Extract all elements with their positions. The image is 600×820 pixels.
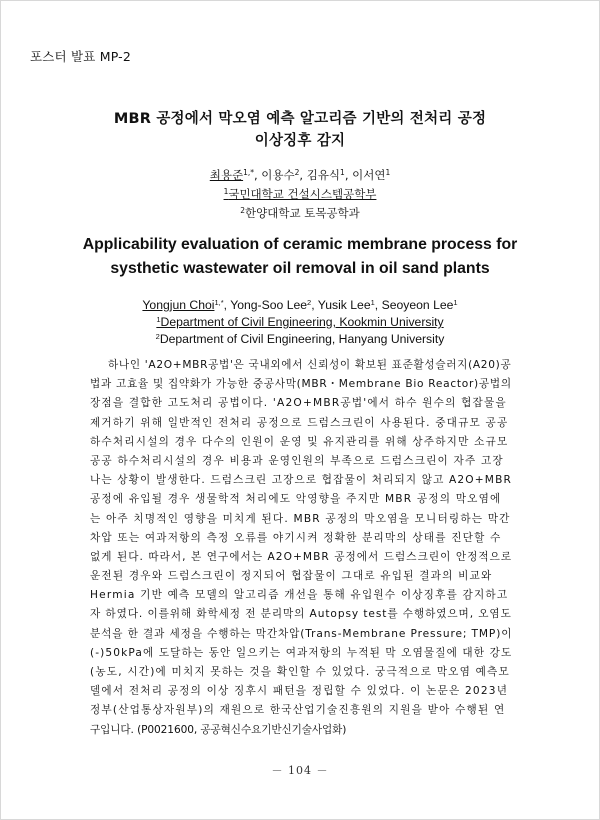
affiliation-marker: 2: [240, 206, 246, 215]
korean-author-block: [40, 166, 560, 223]
abstract-line: 자 하였다. 이를위해 화학세정 전 분리막의 Autopsy test를 수행하였으며, 오염도: [90, 608, 512, 621]
korean-affiliation-1: [40, 185, 560, 204]
english-author-2-sup: 2: [307, 298, 312, 307]
abstract-line: 공정에 유입될 경우 생물학적 처리에도 악영향을 주지만 MBR 공정의 막오염에: [90, 493, 502, 506]
english-author-3-sup: 1: [370, 298, 375, 307]
korean-author-4: 이서연: [352, 168, 386, 182]
english-author-3: Yusik Lee: [317, 298, 371, 312]
affiliation-marker: 1: [156, 315, 161, 324]
abstract-line: 법과 고효율 및 집약화가 가능한 중공사막(MBR・Membrane Bio Reactor)공법의: [90, 378, 512, 391]
english-title-line-2: systhetic wastewater oil removal in oil sand plants: [110, 260, 490, 277]
abstract-line: 없게 된다. 따라서, 본 연구에서는 A2O+MBR 공정에서 드럼스크린이 안정적으로: [90, 550, 513, 563]
korean-author-2-sup: 2: [294, 168, 300, 177]
korean-affiliation-2: [40, 204, 560, 223]
page-number: － 104 －: [271, 764, 329, 777]
abstract-line: Hermia 기반 예측 모델의 알고리즘 개선을 통해 유입원수 이상징후를 감지하고: [90, 589, 509, 602]
english-author-1: Yongjun Choi: [142, 298, 215, 312]
english-author-list: [40, 297, 560, 314]
abstract-line: 델에서 전처리 공정의 이상 징후시 패턴을 정립할 수 있었다. 이 논문은 2023년: [90, 685, 509, 698]
korean-title: [40, 108, 560, 152]
english-author-block: [40, 297, 560, 348]
korean-affiliation-1-text: 국민대학교 건설시스템공학부: [228, 187, 377, 201]
korean-author-2: 이용수: [261, 168, 295, 182]
abstract-line: 공공 하수처리시설의 경우 비용과 운영인원의 부족으로 드럼스크린이 자주 고장: [90, 454, 504, 467]
abstract-line: 나는 상황이 발생한다. 드럼스크린 고장으로 협잡물이 처리되지 않고 A2O+MBR: [90, 474, 512, 487]
author-separator: ,: [223, 298, 231, 312]
english-author-1-sup: 1,*: [214, 298, 224, 307]
korean-affiliation-2-text: 한양대학교 토목공학과: [245, 206, 360, 220]
author-separator: ,: [344, 168, 353, 182]
english-affiliation-2: [40, 331, 560, 348]
abstract-line: (농도, 시간)에 미치지 못하는 것을 확인할 수 있었다. 궁극적으로 막오염 예측모: [90, 666, 510, 678]
abstract-line: 정부(산업통상자원부)의 재원으로 한국산업기술진흥원의 지원을 받아 수행된 연: [90, 704, 506, 717]
english-author-4-sup: 1: [453, 298, 458, 307]
abstract-body: [90, 356, 511, 740]
korean-author-3-sup: 1: [340, 168, 345, 177]
korean-author-1-sup: 1,*: [243, 168, 254, 177]
author-separator: ,: [311, 298, 318, 312]
korean-title-line-1: MBR 공정에서 막오염 예측 알고리즘 기반의 전처리 공정: [113, 111, 487, 127]
author-separator: ,: [299, 168, 307, 182]
abstract-line: 분석을 한 결과 세정을 수행하는 막간차압(Trans-Membrane Pressure; TMP)이: [90, 627, 513, 640]
affiliation-marker: 2: [155, 332, 160, 341]
abstract-line: 구입니다. (P0021600, 공공혁신수요기반신기술사업화): [90, 723, 347, 736]
korean-author-1: 최용준: [209, 168, 244, 182]
english-author-4: Seoyeon Lee: [381, 298, 454, 312]
abstract-line: 하수처리시설의 경우 다수의 인원이 운영 및 유지관리를 위해 상주하지만 소규모: [90, 435, 509, 448]
english-affiliation-2-text: Department of Civil Engineering, Hanyang University: [159, 332, 445, 346]
abstract-line: 는 아주 치명적인 영향을 미치게 된다. MBR 공정의 막오염을 모니터링하는 막간: [90, 512, 511, 525]
abstract-line: 운전된 경우와 드럼스크린이 정지되어 협잡물이 그대로 유입된 결과의 비교와: [90, 570, 493, 583]
english-author-2: Yong-Soo Lee: [230, 298, 308, 312]
english-affiliation-1-text: Department of Civil Engineering, Kookmin University: [160, 315, 444, 329]
korean-author-list: [40, 166, 560, 185]
korean-author-4-sup: 1: [385, 168, 391, 177]
english-title: [40, 233, 560, 281]
english-title-line-1: Applicability evaluation of ceramic membrane process for: [82, 236, 518, 253]
author-separator: ,: [374, 298, 382, 312]
english-affiliation-1: [40, 314, 560, 331]
abstract-line: 차압 또는 여과저항의 측정 오류를 야기시켜 정확한 분리막의 상태를 진단할 수: [90, 531, 502, 544]
abstract-line: 장점을 결합한 고도처리 공법이다. 'A2O+MBR공법'에서 하수 원수의 협잡물을: [90, 397, 507, 410]
abstract-line: 하나인 'A2O+MBR공법'은 국내외에서 신뢰성이 확보된 표준활성슬러지(A20)공: [108, 359, 512, 371]
korean-title-line-2: 이상징후 감지: [254, 133, 346, 149]
author-separator: ,: [253, 168, 262, 182]
affiliation-marker: 1: [223, 187, 229, 196]
abstract-line: 제거하기 위해 일반적인 전처리 공정으로 드럼스크린이 사용된다. 중대규모 공공: [90, 416, 509, 429]
korean-author-3: 김유식: [306, 168, 341, 182]
session-label: 포스터 발표 MP-2: [30, 49, 132, 64]
abstract-line: (-)50kPa에 도달하는 동안 일으키는 여과저항의 누적된 막 오염물질에 대한 강도: [90, 646, 513, 659]
